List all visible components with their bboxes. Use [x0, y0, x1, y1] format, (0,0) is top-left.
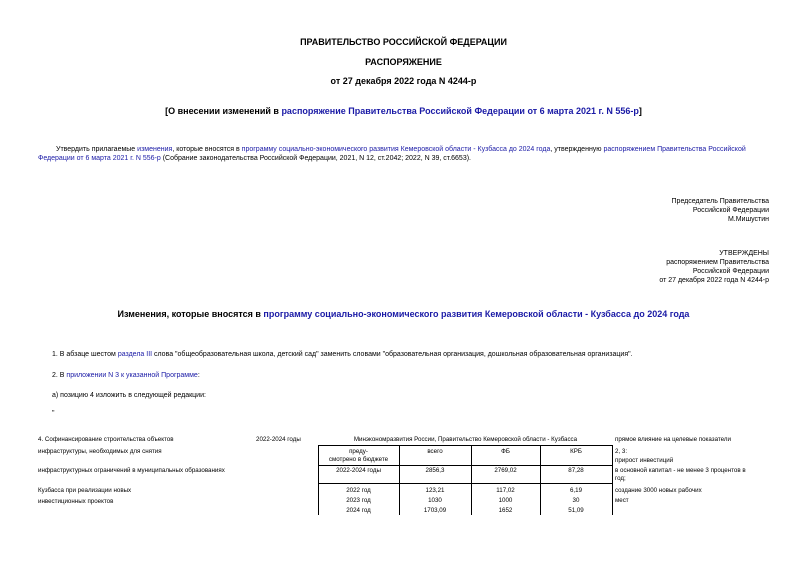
- approved-title: УТВЕРЖДЕНЫ: [719, 250, 769, 257]
- impact-line-6: создание 3000 новых рабочих: [615, 487, 702, 494]
- intro-link-changes[interactable]: изменения: [137, 146, 173, 153]
- item-2: [52, 371, 200, 380]
- table-cell-krb: 51,09: [568, 507, 584, 514]
- table-rule-head: [318, 465, 613, 466]
- impact-line-2: 2, 3:: [615, 448, 628, 455]
- item-2-text-a: 2. В: [52, 372, 67, 379]
- item-2-text-b: :: [197, 372, 200, 379]
- intro-text-4: (Собрание законодательства Российской Федерации, 2021, N 12, ст.2042; 2022, N 39, ст.6653).: [160, 155, 471, 162]
- intro-link-program[interactable]: программу социально-экономического развития Кемеровской области - Кузбасса до 2024 года: [241, 146, 551, 153]
- government-title: ПРАВИТЕЛЬСТВО РОССИЙСКОЙ ФЕДЕРАЦИИ: [300, 37, 507, 47]
- item-2-link[interactable]: приложении N 3 к указанной Программе: [66, 372, 198, 379]
- table-row-label: 2023 год: [346, 497, 371, 504]
- table-head-budget-2: смотрено в бюджете: [328, 456, 389, 463]
- impact-line-5: год;: [615, 475, 626, 482]
- changes-title-prefix: Изменения, которые вносятся в: [117, 309, 264, 319]
- table-cell-krb: 30: [572, 497, 580, 504]
- table-cell-total: 2856,3: [425, 467, 445, 474]
- signature-block: [672, 197, 769, 224]
- table-item-title: 4. Софинансирование строительства объектов: [38, 436, 174, 443]
- intro-text-1: Утвердить прилагаемые: [56, 146, 138, 153]
- approved-by: распоряжением Правительства: [666, 259, 769, 266]
- subject-link[interactable]: распоряжение Правительства Российской Федерации от 6 марта 2021 г. N 556-р: [281, 106, 639, 116]
- table-item-title-3: инфраструктурных ограничений в муниципальных образованиях: [38, 467, 225, 474]
- changes-title-link[interactable]: программу социально-экономического развития Кемеровской области - Кузбасса до 2024 года: [263, 309, 690, 319]
- table-row-label: 2024 год: [346, 507, 371, 514]
- table-cell-fb: 1652: [498, 507, 513, 514]
- intro-text-3: , утвержденную: [550, 146, 604, 153]
- approved-block: [659, 249, 769, 285]
- table-period: 2022-2024 годы: [256, 436, 301, 443]
- table-responsible: Минэкономразвития России, Правительство Кемеровской области - Кузбасса: [353, 436, 578, 443]
- table-item-title-5: инвестиционных проектов: [38, 498, 114, 505]
- table-cell-krb: 6,19: [569, 487, 583, 494]
- impact-line-4: в основной капитал - не менее 3 процентов в: [615, 467, 746, 474]
- document-date: от 27 декабря 2022 года N 4244-р: [330, 76, 477, 86]
- item-1-text-a: 1. В абзаце шестом: [52, 351, 118, 358]
- table-row-label: 2022-2024 годы: [336, 467, 381, 474]
- signature-country: Российской Федерации: [692, 207, 769, 214]
- table-item-title-2: инфраструктуры, необходимых для снятия: [38, 448, 162, 455]
- intro-text-2: , которые вносятся в: [172, 146, 242, 153]
- table-cell-fb: 117,02: [496, 487, 515, 494]
- table-cell-fb: 2769,02: [494, 467, 517, 474]
- table-rule-total: [318, 483, 613, 484]
- table-cell-fb: 1000: [498, 497, 513, 504]
- table-cell-krb: 87,28: [568, 467, 584, 474]
- subject-close: ]: [638, 106, 642, 116]
- table-head-total: всего: [427, 448, 443, 455]
- table-cell-total: 1703,09: [423, 507, 447, 514]
- impact-line-1: прямое влияние на целевые показатели: [615, 436, 731, 443]
- subject-open: [О внесении изменений в: [165, 106, 282, 116]
- item-1-link[interactable]: раздела III: [117, 351, 153, 358]
- table-impact: [615, 436, 773, 444]
- signature-position: Председатель Правительства: [671, 198, 769, 205]
- opening-quote: ": [52, 410, 55, 417]
- table-border-right: [612, 445, 613, 515]
- item-1: [52, 350, 772, 359]
- item-1-text-b: слова "общеобразовательная школа, детский сад" заменить словами "образовательная организация, дошкольная образовательная организация".: [152, 351, 633, 358]
- document-subject: [0, 106, 807, 116]
- impact-line-3: прирост инвестиций: [615, 457, 674, 464]
- impact-line-7: мест: [615, 497, 629, 504]
- approved-country: Российской Федерации: [692, 268, 769, 275]
- item-3: а) позицию 4 изложить в следующей редакции:: [52, 392, 206, 399]
- intro-link-order[interactable]: распоряжением Правительства Российской Федерации от 6 марта 2021 г. N 556-р: [38, 146, 746, 162]
- document-type: РАСПОРЯЖЕНИЕ: [365, 57, 442, 67]
- intro-paragraph: [38, 145, 773, 163]
- table-head-krb: КРБ: [570, 448, 582, 455]
- table-cell-total: 123,21: [425, 487, 445, 494]
- table-head-budget-1: преду-: [349, 448, 368, 455]
- table-head-budget: [318, 448, 399, 464]
- table-cell-total: 1030: [428, 497, 442, 504]
- table-row-label: 2022 год: [346, 487, 371, 494]
- table-rule-top: [318, 445, 613, 446]
- changes-title: [0, 309, 807, 319]
- table-item-title-4: Кузбасса при реализации новых: [38, 487, 132, 494]
- table-head-fb: ФБ: [501, 448, 510, 455]
- signature-name: М.Мишустин: [727, 216, 769, 223]
- approved-date: от 27 декабря 2022 года N 4244-р: [659, 277, 769, 284]
